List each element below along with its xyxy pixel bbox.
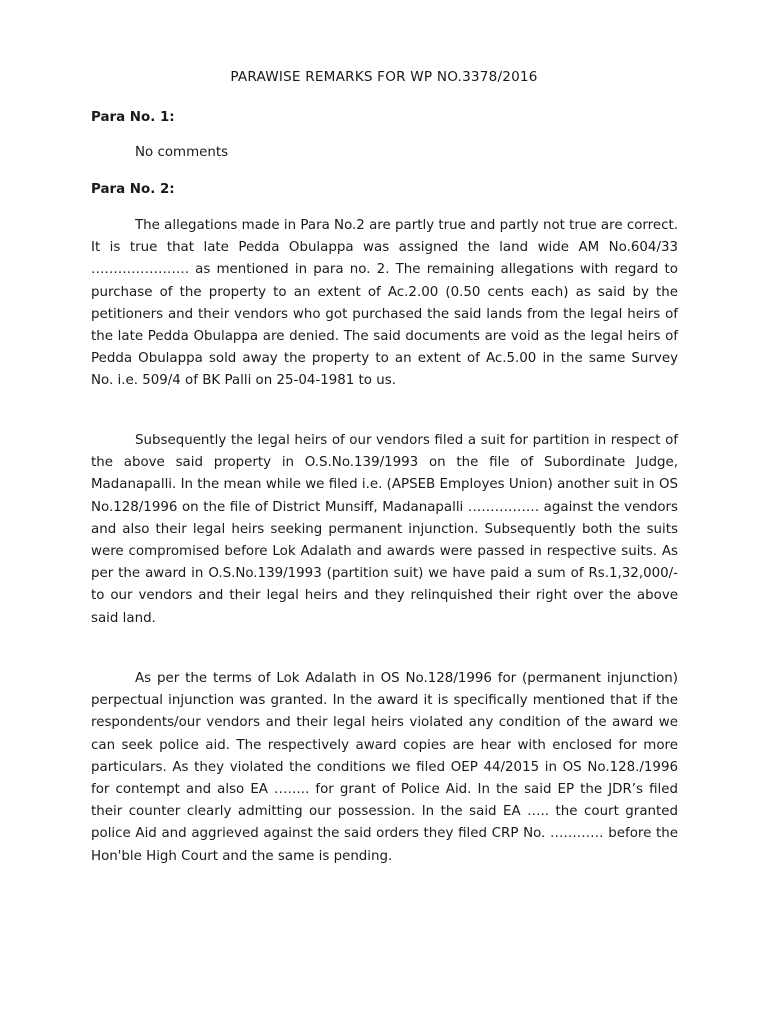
para-2-heading: Para No. 2:: [91, 182, 175, 197]
document-title: PARAWISE REMARKS FOR WP NO.3378/2016: [230, 69, 538, 85]
para-1-heading: Para No. 1:: [91, 110, 175, 125]
para-2-paragraph-3: As per the terms of Lok Adalath in OS No.128/1996 for (permanent injunction) perpectual injunction was granted. In the award it is specifically mentioned that if the respondents/our vendors and their legal heirs violated any condition of the award we can seek police aid. The respectively award copies are hear with enclosed for more particulars. As they violated the conditions we filed OEP 44/2015 in OS No.128./1996 for contempt and also EA …….. for grant of Police Aid. In the said EP the JDR’s filed their counter clearly admitting our possession. In the said EA ….. the court granted police Aid and aggrieved against the said orders they filed CRP No. ………… before the Hon'ble High Court and the same is pending.: [91, 671, 678, 864]
para-1-comment: No comments: [135, 145, 229, 160]
para-2-paragraph-2: Subsequently the legal heirs of our vendors filed a suit for partition in respect of the above said property in O.S.No.139/1993 on the file of Subordinate Judge, Madanapalli. In the mean while we filed i.e. (APSEB Employes Union) another suit in OS No.128/1996 on the file of District Munsiff, Madanapalli ……………. against the vendors and also their legal heirs seeking permanent injunction. Subsequently both the suits were compromised before Lok Adalath and awards were passed in respective suits. As per the award in O.S.No.139/1993 (partition suit) we have paid a sum of Rs.1,32,000/- to our vendors and their legal heirs and they relinquished their right over the above said land.: [91, 433, 678, 626]
para-2-paragraph-1: The allegations made in Para No.2 are partly true and partly not true are correct. It is true that late Pedda Obulappa was assigned the land wide AM No.604/33 …………………. as mentioned in para no. 2. The remaining allegations with regard to purchase of the property to an extent of Ac.2.00 (0.50 cents each) as said by the petitioners and their vendors who got purchased the said lands from the legal heirs of the late Pedda Obulappa are denied. The said documents are void as the legal heirs of Pedda Obulappa sold away the property to an extent of Ac.5.00 in the same Survey No. i.e. 509/4 of BK Palli on 25-04-1981 to us.: [91, 218, 678, 389]
